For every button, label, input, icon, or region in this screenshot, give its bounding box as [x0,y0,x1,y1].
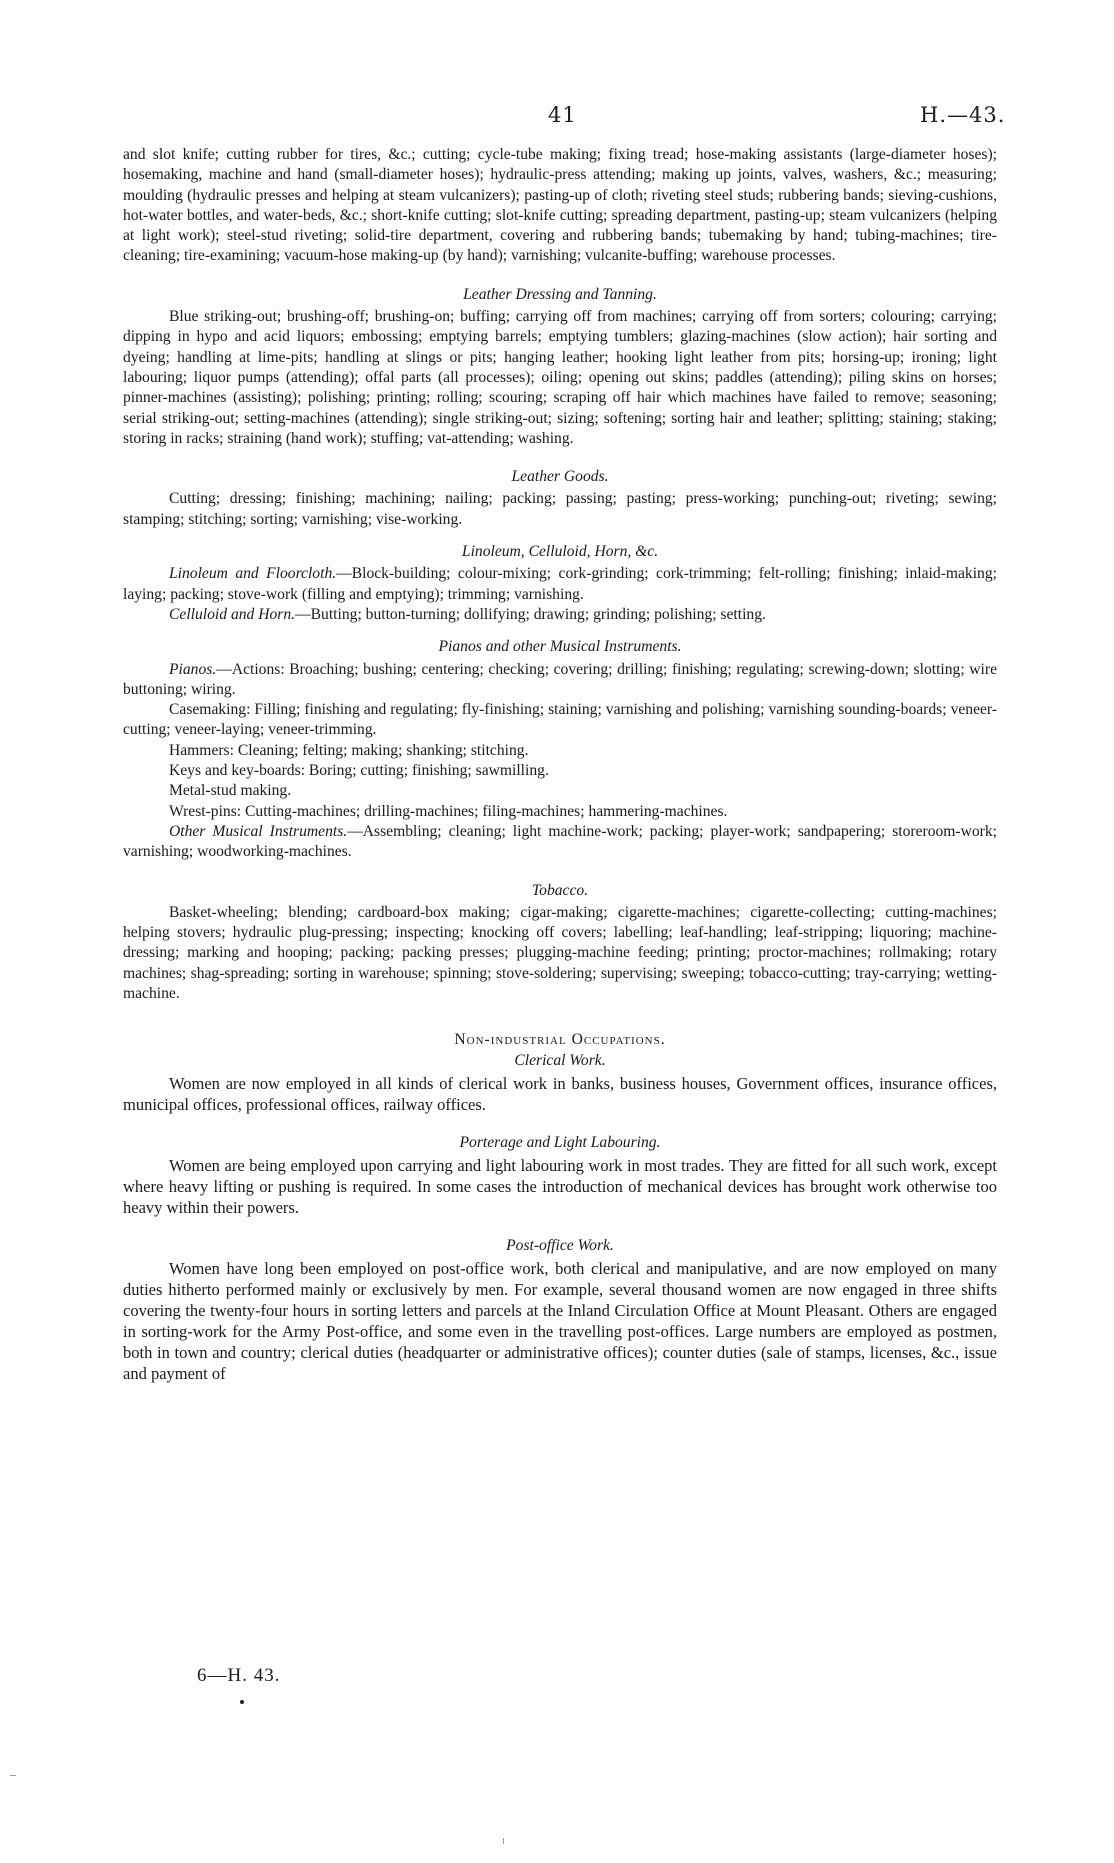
scan-speck [503,1838,504,1844]
other-instruments-paragraph [123,822,997,863]
heading-non-industrial: Non-industrial Occupations. [454,1031,666,1049]
linoleum-text: —Block-building; colour-mixing; cork-grinding; cork-trimming; felt-rolling; finishing; inlaid-making; laying; packing; stove-work (filling and emptying); trimming; varnishing. [123,565,997,603]
hammers-paragraph: Hammers: Cleaning; felting; making; shanking; stitching. [169,741,529,759]
heading-porterage: Porterage and Light Labouring. [459,1133,661,1151]
wrest-pins-paragraph: Wrest-pins: Cutting-machines; drilling-machines; filing-machines; hammering-machines. [169,802,728,820]
heading-clerical: Clerical Work. [514,1051,606,1069]
other-instruments-text: —Assembling; cleaning; light machine-work; packing; player-work; sandpapering; storeroom-work; varnishing; woodworking-machines. [123,822,998,861]
leather-goods-paragraph: Cutting; dressing; finishing; machining; nailing; packing; passing; pasting; press-working; punching-out; riveting; sewing; stamping; stitching; sorting; varnishing; vise-working. [123,490,997,528]
porterage-paragraph: Women are being employed upon carrying and light labouring work in most trades. They are fitted for all such work, except where heavy lifting or pushing is required. In some cases the introduction of mechanical devices has brought work otherwise too heavy within their powers. [123,1156,997,1218]
post-office-paragraph: Women have long been employed on post-office work, both clerical and manipulative, and are now employed on many duties hitherto performed mainly or exclusively by men. For example, several thousand women are now engaged in three shifts covering the twenty-four hours in sorting letters and parcels at the Inland Circulation Office at Mount Pleasant. Others are engaged in sorting-work for the Army Post-office, and some even in the travelling post-offices. Large numbers are employed as postmen, both in town and country; clerical duties (headquarter or administrative offices); counter duties (sale of stamps, licenses, &c., issue and payment of [123,1259,997,1384]
signature-mark: 6—H. 43. [197,1665,281,1686]
other-instruments-label: Other Musical Instruments. [169,822,348,840]
casemaking-paragraph: Casemaking: Filling; finishing and regulating; fly-finishing; staining; varnishing and polishing; varnishing sounding-boards; veneer-cutting; veneer-laying; veneer-trimming. [123,701,997,739]
leather-dressing-paragraph: Blue striking-out; brushing-off; brushing-on; buffing; carrying off from machines; carrying off from sorters; colouring; carrying; dipping in hypo and acid liquors; embossing; emptying barrels; emptying tumblers; glazing-machines (slow action); hair sorting and dyeing; handling at lime-pits; handling at slings or pits; hanging leather; hooking light leather from pits; horsing-up; ironing; light labouring; liquor pumps (attending); offal parts (all processes); oiling; opening out skins; paddles (attending); piling skins on horses; pinner-machines (assisting); polishing; printing; rolling; scouring; scraping off hair which machines have failed to remove; seasoning; serial striking-out; setting-machines (attending); single striking-out; sizing; softening; sorting hair and leather; splitting; staining; staking; storing in racks; straining (hand work); stuffing; vat-attending; washing. [123,308,997,447]
keys-paragraph: Keys and key-boards: Boring; cutting; finishing; sawmilling. [169,762,549,780]
heading-leather-goods: Leather Goods. [511,468,609,486]
pianos-label: Pianos. [169,660,217,678]
main-text-column [123,145,997,1384]
heading-linoleum: Linoleum, Celluloid, Horn, &c. [461,543,659,561]
metal-stud-paragraph: Metal-stud making. [169,782,292,800]
heading-post-office: Post-office Work. [506,1237,614,1255]
document-reference: H.—43. [920,103,1006,127]
celluloid-label: Celluloid and Horn. [169,605,296,623]
linoleum-paragraph [123,564,997,605]
scan-speck [10,1775,16,1776]
celluloid-text: —Butting; button-turning; dollifying; drawing; grinding; polishing; setting. [295,605,766,623]
clerical-paragraph: Women are now employed in all kinds of clerical work in banks, business houses, Government offices, insurance offices, municipal offices, professional offices, railway offices. [123,1073,997,1114]
pianos-text: —Actions: Broaching; bushing; centering; checking; covering; drilling; finishing; regulating; screwing-down; slotting; wire buttoning; wiring. [123,660,997,698]
linoleum-label: Linoleum and Floorcloth. [169,565,337,583]
ink-dot [240,1700,244,1704]
tobacco-paragraph: Basket-wheeling; blending; cardboard-box making; cigar-making; cigarette-machines; cigarette-collecting; cutting-machines; helping stovers; hydraulic plug-pressing; inspecting; knocking off covers; labelling; leaf-handling; leaf-stripping; liquoring; machine-dressing; marking and hooping; packing; packing presses; plugging-machine feeding; printing; proctor-machines; rollmaking; rotary machines; shag-spreading; sorting in warehouse; spinning; stove-soldering; supervising; sweeping; tobacco-cutting; tray-carrying; wetting-machine. [123,903,997,1002]
heading-tobacco: Tobacco. [531,881,589,899]
pianos-paragraph [123,660,997,701]
rubber-continuation-paragraph: and slot knife; cutting rubber for tires, &c.; cutting; cycle-tube making; fixing tread; hose-making assistants (large-diameter hoses); hosemaking, machine and hand (small-diameter hoses); hydraulic-press attending; making up joints, valves, washers, &c.; measuring; moulding (hydraulic presses and helping at steam vulcanizers); pasting-up of cloth; riveting steel studs; rubbering bands; sieving-cushions, hot-water bottles, and water-beds, &c.; short-knife cutting; slot-knife cutting; spreading department, pasting-up; steam vulcanizers (helping at light work); steel-stud riveting; solid-tire department, covering and rubbering bands; tubemaking by hand; tubing-machines; tire-cleaning; tire-examining; vacuum-hose making-up (by hand); varnishing; vulcanite-buffing; warehouse processes. [123,146,997,265]
heading-leather-dressing: Leather Dressing and Tanning. [463,285,657,303]
celluloid-paragraph [123,605,997,625]
page-number: 41 [548,103,577,127]
heading-pianos: Pianos and other Musical Instruments. [438,638,682,656]
